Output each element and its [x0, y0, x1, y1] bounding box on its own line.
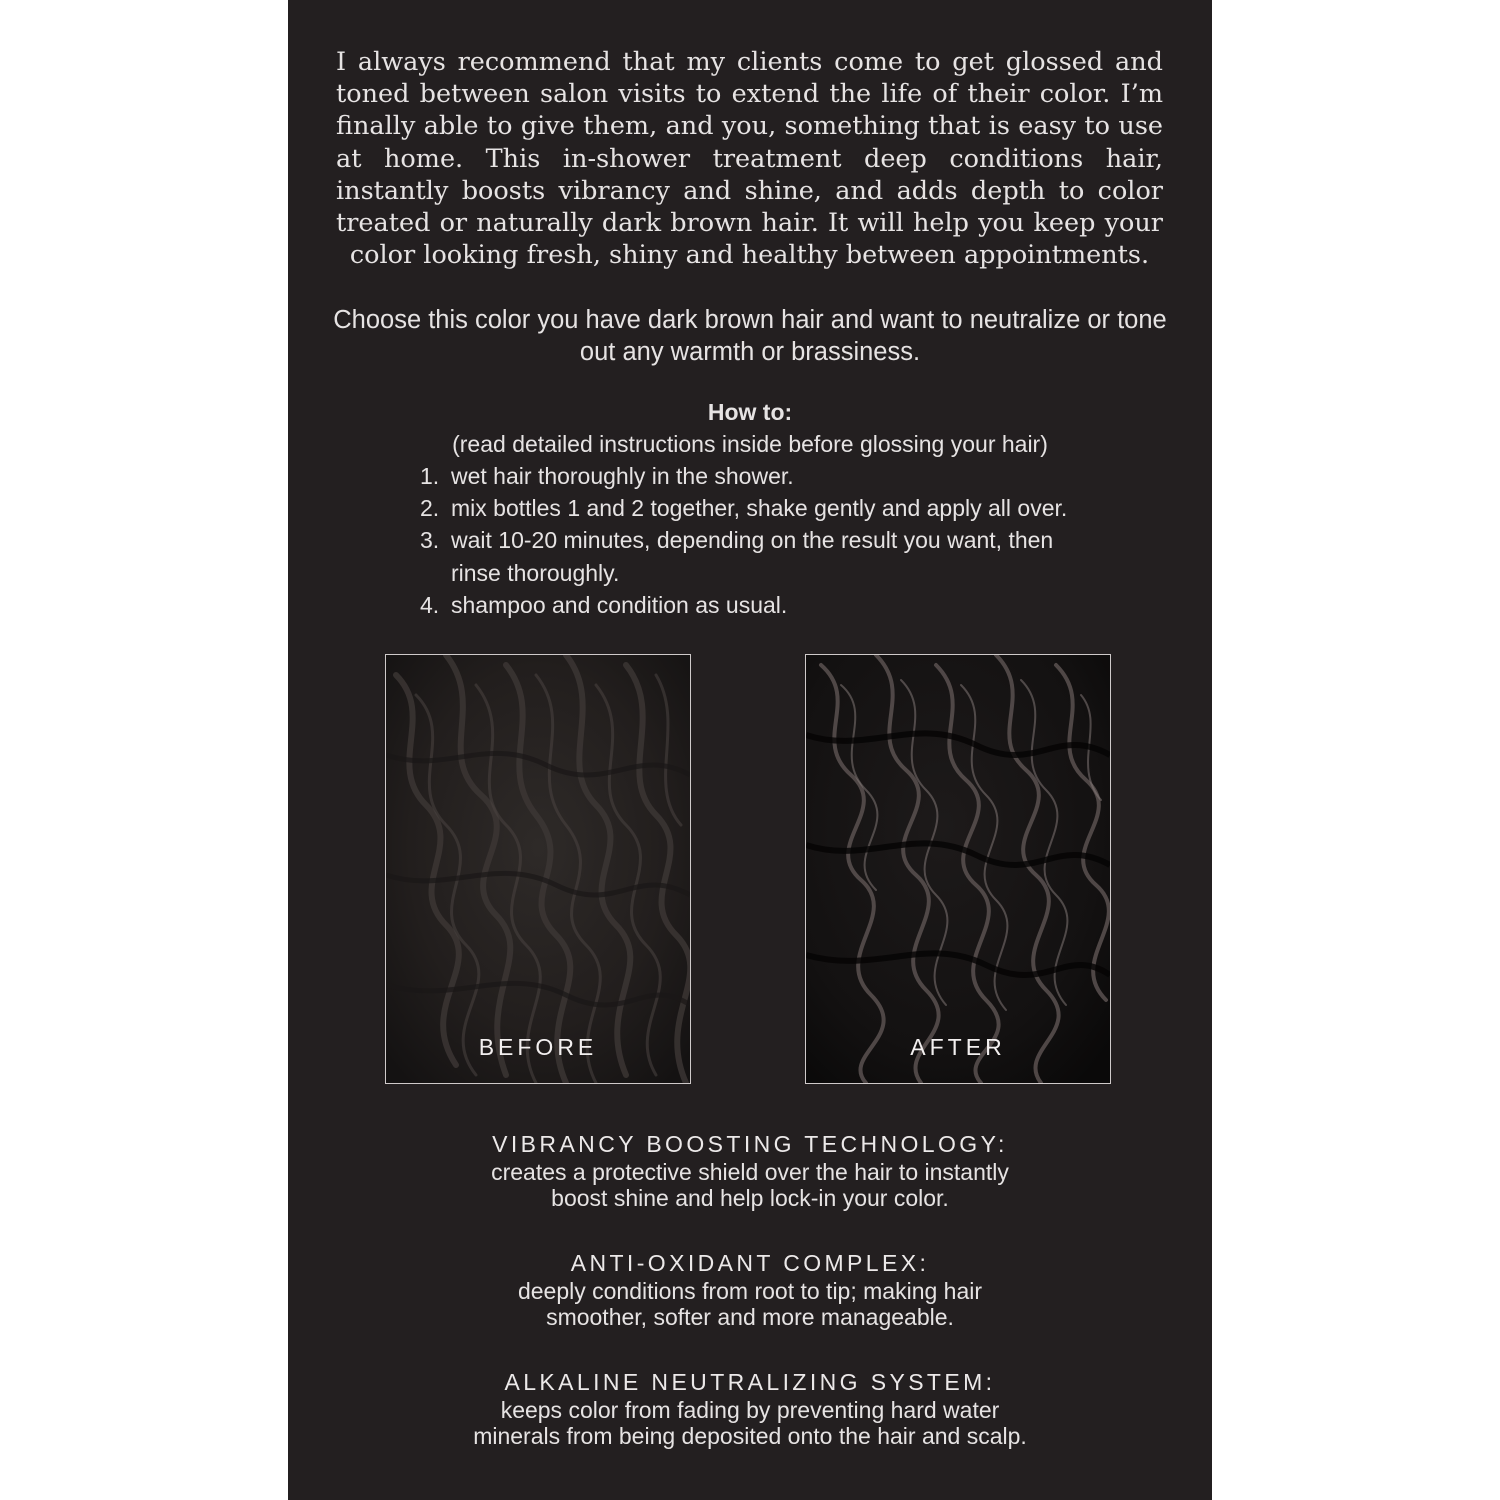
step-item: [420, 589, 1101, 621]
step-number: 2.: [420, 495, 440, 522]
choose-paragraph: Choose this color you have dark brown hair and want to neutralize or tone out any warmth or brassiness.: [333, 306, 1167, 367]
feature-line: deeply conditions from root to tip; making hair: [517, 1278, 983, 1304]
product-info-panel: [288, 0, 1212, 1500]
step-item: [420, 460, 1101, 492]
step-number: 1.: [420, 463, 440, 489]
feature-line: creates a protective shield over the hair to instantly: [491, 1159, 1009, 1185]
step-number: 4.: [420, 591, 440, 618]
step-text: shampoo and condition as usual.: [451, 591, 788, 618]
step-item: [420, 492, 1101, 524]
before-photo: [385, 654, 691, 1084]
feature-line: minerals from being deposited onto the hair and scalp.: [473, 1422, 1027, 1449]
feature-line: keeps color from fading by preventing hard water: [500, 1397, 1000, 1423]
step-text: wet hair thoroughly in the shower.: [451, 463, 794, 489]
step-text: wait 10-20 minutes, depending on the result you want, then rinse thoroughly.: [451, 527, 1054, 586]
feature-vibrancy: [288, 1128, 1212, 1211]
before-label: BEFORE: [478, 1034, 598, 1060]
after-hair-image: [806, 655, 1110, 1083]
step-number: 3.: [420, 527, 440, 554]
intro-paragraph: I always recommend that my clients come to get glossed and toned between salon visits to extend the life of their color. I’m finally able to give them, and you, something that is easy to use at home. This in-shower treatment deep conditions hair, instantly boosts vibrancy and shine, and adds depth to color treated or naturally dark brown hair. It will help you keep your color looking fresh, shiny and healthy between appointments.: [336, 47, 1163, 271]
step-text: mix bottles 1 and 2 together, shake gently and apply all over.: [451, 495, 1068, 522]
step-item: [420, 524, 1101, 588]
after-photo: [805, 654, 1111, 1084]
feature-title: ALKALINE NEUTRALIZING SYSTEM:: [504, 1369, 996, 1395]
feature-alkaline: [288, 1366, 1212, 1449]
feature-title: ANTI-OXIDANT COMPLEX:: [570, 1250, 930, 1276]
feature-antioxidant: [288, 1247, 1212, 1330]
how-to-steps: [420, 460, 1101, 621]
feature-line: smoother, softer and more manageable.: [546, 1303, 954, 1330]
how-to-heading: How to:: [707, 399, 793, 425]
how-to-note: (read detailed instructions inside before glossing your hair): [452, 431, 1048, 457]
feature-line: boost shine and help lock-in your color.: [551, 1184, 949, 1211]
before-hair-image: [386, 655, 690, 1083]
feature-title: VIBRANCY BOOSTING TECHNOLOGY:: [492, 1131, 1008, 1157]
after-label: AFTER: [910, 1034, 1006, 1060]
